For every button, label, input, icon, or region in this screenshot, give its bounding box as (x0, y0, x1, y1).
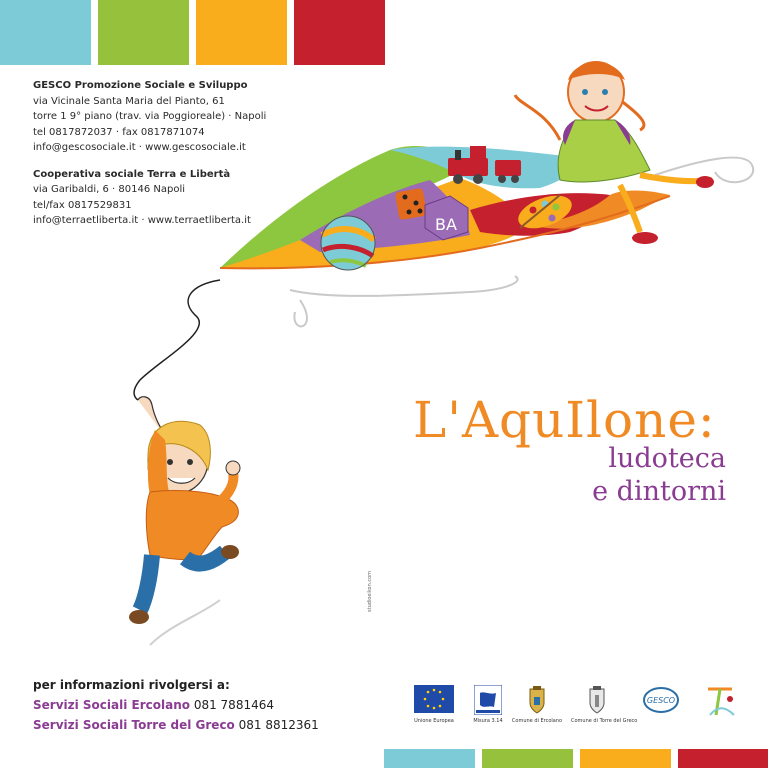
gesco-address-detail: torre 1 9° piano (trav. via Poggioreale) · Napoli (33, 111, 267, 122)
eu-logo (414, 685, 454, 724)
title-sub-ludoteca: ludoteca (608, 443, 726, 474)
eu-flag-icon (414, 685, 454, 713)
gesco-email-web[interactable]: info@gescosociale.it · www.gescosociale.it (33, 142, 246, 153)
kite-string (134, 280, 220, 400)
campania-caption: Misura 3.14 (473, 718, 503, 724)
service-ercolano-name: Servizi Sociali Ercolano (33, 698, 190, 712)
terra-org-name: Cooperativa sociale Terra e Libertà (33, 168, 231, 180)
campania-logo (473, 685, 503, 724)
ercolano-caption: Comune di Ercolano (511, 718, 563, 724)
ercolano-logo (511, 685, 563, 724)
torre-logo (571, 685, 638, 724)
service-ercolano (33, 695, 319, 715)
info-heading: per informazioni rivolgersi a: (33, 678, 230, 692)
torre-caption: Comune di Torre del Greco (571, 718, 638, 724)
terra-phone: tel/fax 0817529831 (33, 199, 132, 211)
info-block (33, 675, 319, 735)
service-torre-phone[interactable]: 081 8812361 (238, 718, 319, 732)
boy-character (129, 397, 240, 624)
terra-e-liberta-logo-icon (702, 685, 740, 721)
service-ercolano-phone[interactable]: 081 7881464 (193, 698, 274, 712)
wind-swirl-bottom (290, 276, 518, 326)
title-sub-dintorni: e dintorni (592, 476, 726, 507)
striped-ball (321, 216, 375, 270)
ercolano-crest-icon (526, 685, 548, 715)
gesco-logo-text: GESCO (646, 696, 676, 705)
gesco-logo (642, 685, 680, 719)
ground-swirl (150, 600, 220, 645)
terra-email-web[interactable]: info@terraetliberta.it · www.terraetliberta.it (33, 215, 251, 226)
terra-logo (702, 685, 740, 725)
gesco-org-name: GESCO Promozione Sociale e Sviluppo (33, 80, 248, 91)
partner-logos (414, 685, 744, 727)
gesco-logo-icon (642, 685, 680, 715)
service-torre-name: Servizi Sociali Torre del Greco (33, 718, 235, 732)
toy-dice (395, 188, 427, 220)
designer-credit: studioeikon.com (367, 570, 373, 612)
cube-letters: BA (435, 215, 457, 234)
torre-del-greco-crest-icon (586, 685, 608, 715)
service-torre-del-greco (33, 715, 319, 735)
terra-address: via Garibaldi, 6 · 80146 Napoli (33, 184, 186, 195)
gesco-address: via Vicinale Santa Maria del Pianto, 61 (33, 95, 225, 107)
gesco-phone: tel 0817872037 · fax 0817871074 (33, 126, 205, 138)
eu-caption: Unione Europea (414, 718, 454, 724)
title-main: L'AquIlone: (413, 391, 716, 449)
regione-campania-icon (474, 685, 502, 715)
